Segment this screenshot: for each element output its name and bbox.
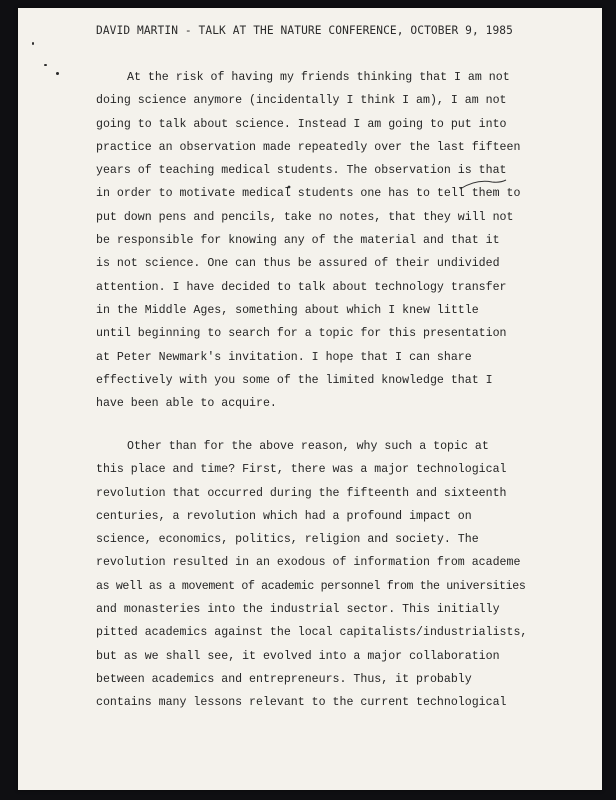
text-line: science, economics, politics, religion and society. The	[96, 533, 479, 547]
text-line: revolution that occurred during the fifteenth and sixteenth	[96, 486, 507, 500]
paragraph-2	[96, 435, 596, 715]
text-line: practice an observation made repeatedly over the last fifteen	[96, 140, 521, 154]
text-line: attention. I have decided to talk about technology transfer	[96, 280, 507, 294]
text-line: centuries, a revolution which had a profound impact on	[96, 509, 472, 523]
text-line: but as we shall see, it evolved into a major collaboration	[96, 649, 500, 663]
text-line: in the Middle Ages, something about which I knew little	[96, 303, 479, 317]
text-line: is not science. One can thus be assured of their undivided	[96, 257, 500, 271]
text-line: going to talk about science. Instead I am going to put into	[96, 117, 507, 131]
text-line: until beginning to search for a topic for this presentation	[96, 327, 507, 341]
text-line: in order to motivate medical students one has to tell them to	[96, 187, 521, 201]
ink-speck	[56, 72, 59, 75]
text-line: between academics and entrepreneurs. Thus, it probably	[96, 672, 472, 686]
text-line: and monasteries into the industrial sector. This initially	[96, 603, 500, 617]
text-line: at Peter Newmark's invitation. I hope that I can share	[96, 350, 472, 364]
ink-speck	[32, 42, 34, 45]
text-line: have been able to acquire.	[96, 397, 277, 411]
paragraph-1	[96, 66, 596, 415]
text-line: years of teaching medical students. The observation is that	[96, 164, 507, 178]
text-line: At the risk of having my friends thinking that I am not	[127, 71, 510, 84]
text-line: contains many lessons relevant to the current technological	[96, 696, 507, 710]
text-line: Other than for the above reason, why such a topic at	[127, 440, 489, 453]
typewritten-page	[18, 8, 602, 790]
text-line: as well as a movement of academic personnel from the universities	[96, 579, 526, 593]
text-line: doing science anymore (incidentally I think I am), I am not	[96, 94, 507, 108]
text-line: be responsible for knowing any of the material and that it	[96, 234, 500, 248]
text-line: this place and time? First, there was a major technological	[96, 463, 507, 477]
ink-speck	[44, 64, 47, 66]
text-line: put down pens and pencils, take no notes, that they will not	[96, 210, 514, 224]
document-header: DAVID MARTIN - TALK AT THE NATURE CONFERENCE, OCTOBER 9, 1985	[96, 24, 513, 37]
text-line: effectively with you some of the limited knowledge that I	[96, 373, 493, 387]
text-line: pitted academics against the local capitalists/industrialists,	[96, 626, 528, 640]
text-line: revolution resulted in an exodous of information from academe	[96, 556, 521, 570]
